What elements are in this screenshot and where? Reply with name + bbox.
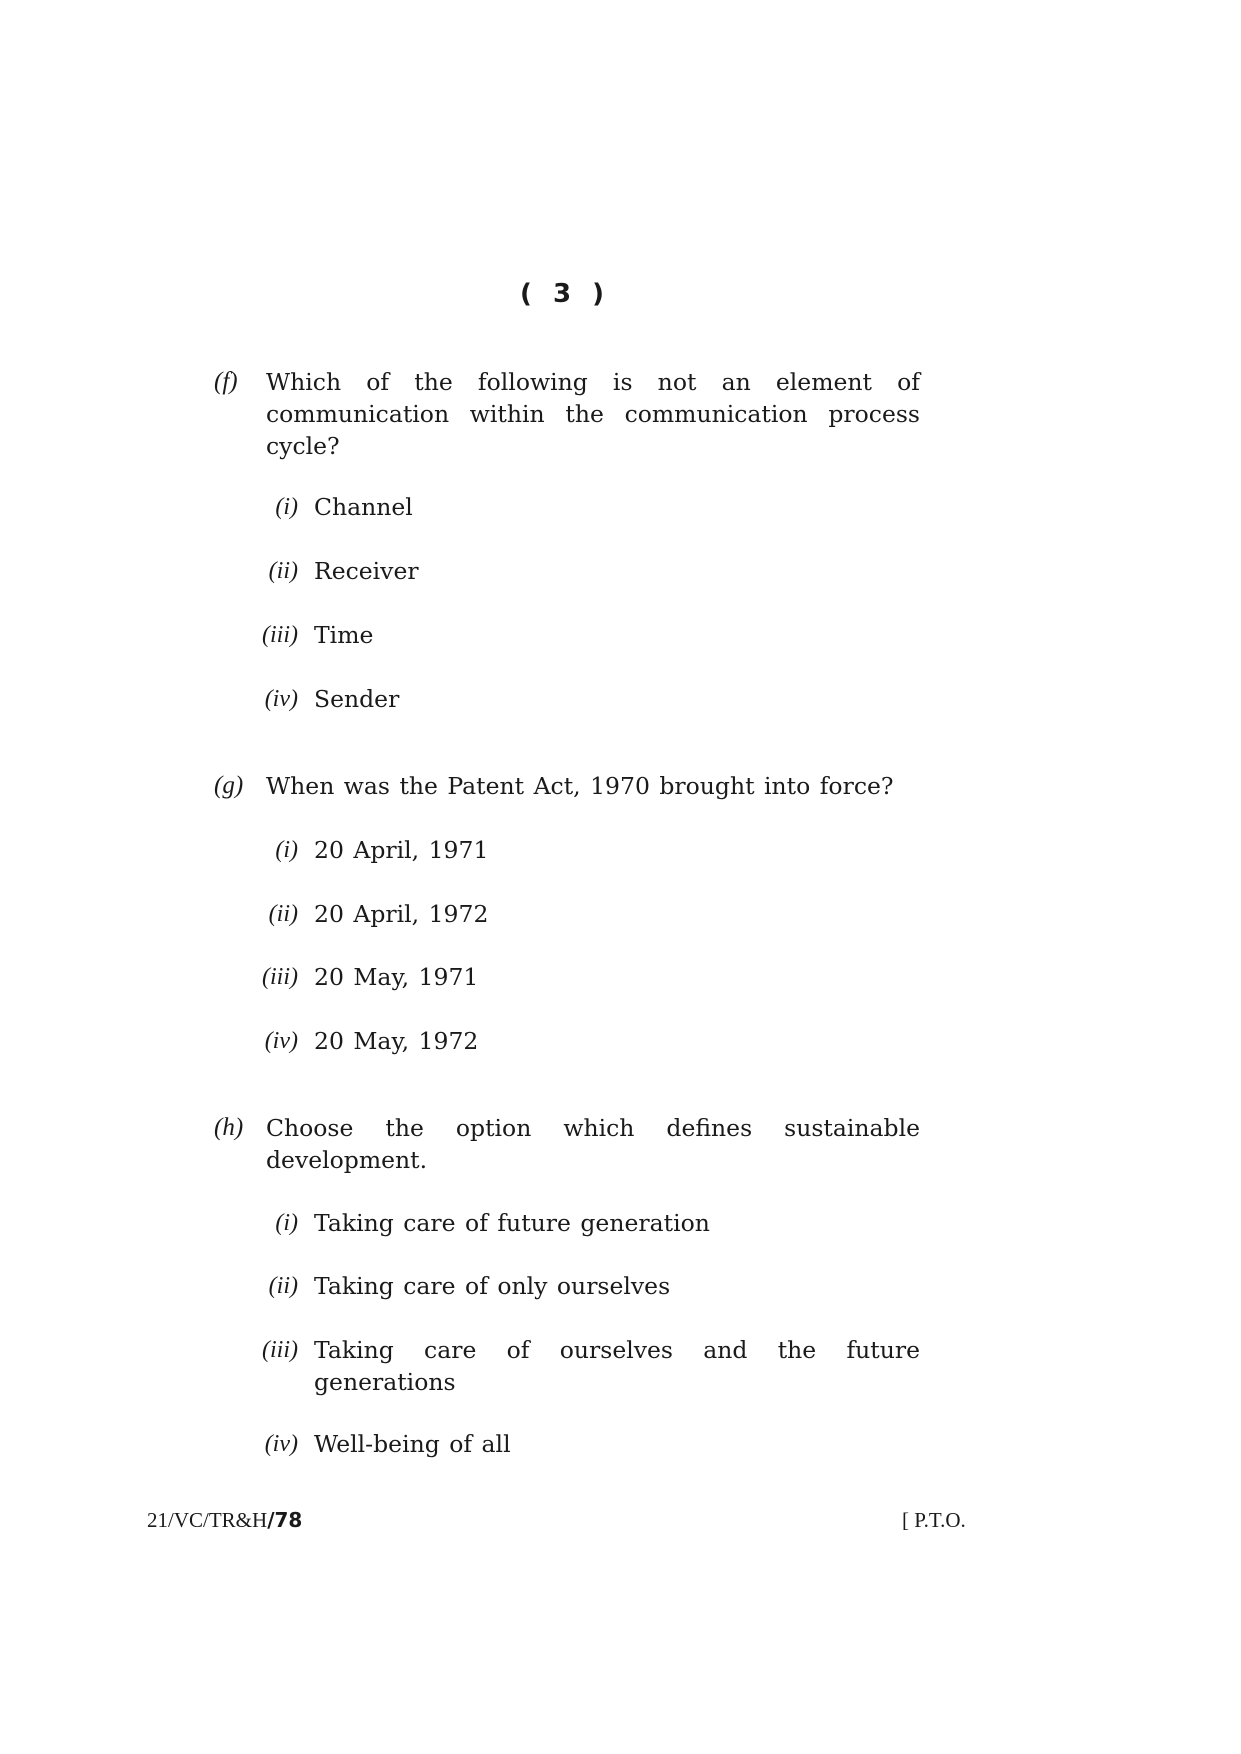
question-f <box>214 366 920 462</box>
option-text: Taking care of only ourselves <box>314 1272 671 1300</box>
option-text: Channel <box>314 493 413 521</box>
question-text: When was the Patent Act, 1970 brought into force? <box>266 772 894 800</box>
option-text: 20 May, 1971 <box>314 963 479 991</box>
option-label: (ii) <box>268 558 298 584</box>
question-label: (g) <box>214 772 244 799</box>
option-h-iv <box>214 1428 920 1460</box>
option-label: (i) <box>275 837 298 863</box>
option-h-i <box>214 1207 920 1239</box>
option-f-iv <box>214 683 920 715</box>
option-g-i <box>214 834 920 866</box>
option-text: 20 April, 1971 <box>314 836 489 864</box>
option-text: 20 May, 1972 <box>314 1027 479 1055</box>
option-label: (iv) <box>264 1028 298 1054</box>
option-g-iv <box>214 1025 920 1057</box>
option-label: (iv) <box>264 1431 298 1457</box>
option-label: (iii) <box>262 622 298 648</box>
question-label: (f) <box>214 368 238 395</box>
option-h-ii <box>214 1270 920 1302</box>
option-f-i <box>214 491 920 523</box>
option-f-ii <box>214 555 920 587</box>
option-label: (iv) <box>264 686 298 712</box>
option-label: (i) <box>275 494 298 520</box>
option-h-iii <box>214 1334 920 1398</box>
option-text: Time <box>314 621 374 649</box>
option-f-iii <box>214 619 920 651</box>
paper-code <box>147 1508 302 1533</box>
question-text: Which of the following is not an element of communication within the communication process cycle? <box>266 368 920 460</box>
option-text: 20 April, 1972 <box>314 900 489 928</box>
option-text: Sender <box>314 685 400 713</box>
option-text: Taking care of ourselves and the future generations <box>314 1336 920 1396</box>
pto-note: [ P.T.O. <box>902 1508 966 1532</box>
question-label: (h) <box>214 1114 244 1141</box>
option-g-iii <box>214 961 920 993</box>
option-label: (ii) <box>268 901 298 927</box>
option-label: (i) <box>275 1210 298 1236</box>
paper-code-prefix: 21/VC/TR&H <box>147 1508 268 1532</box>
question-text: Choose the option which defines sustainable development. <box>266 1114 920 1174</box>
option-label: (ii) <box>268 1273 298 1299</box>
question-h <box>214 1112 920 1176</box>
paper-code-suffix: /78 <box>267 1508 303 1532</box>
option-label: (iii) <box>262 964 298 990</box>
question-g <box>214 770 920 802</box>
option-label: (iii) <box>262 1337 298 1363</box>
option-text: Well-being of all <box>314 1430 511 1458</box>
option-text: Taking care of future generation <box>314 1209 710 1237</box>
page-number: ( 3 ) <box>520 279 610 309</box>
option-text: Receiver <box>314 557 419 585</box>
option-g-ii <box>214 898 920 930</box>
